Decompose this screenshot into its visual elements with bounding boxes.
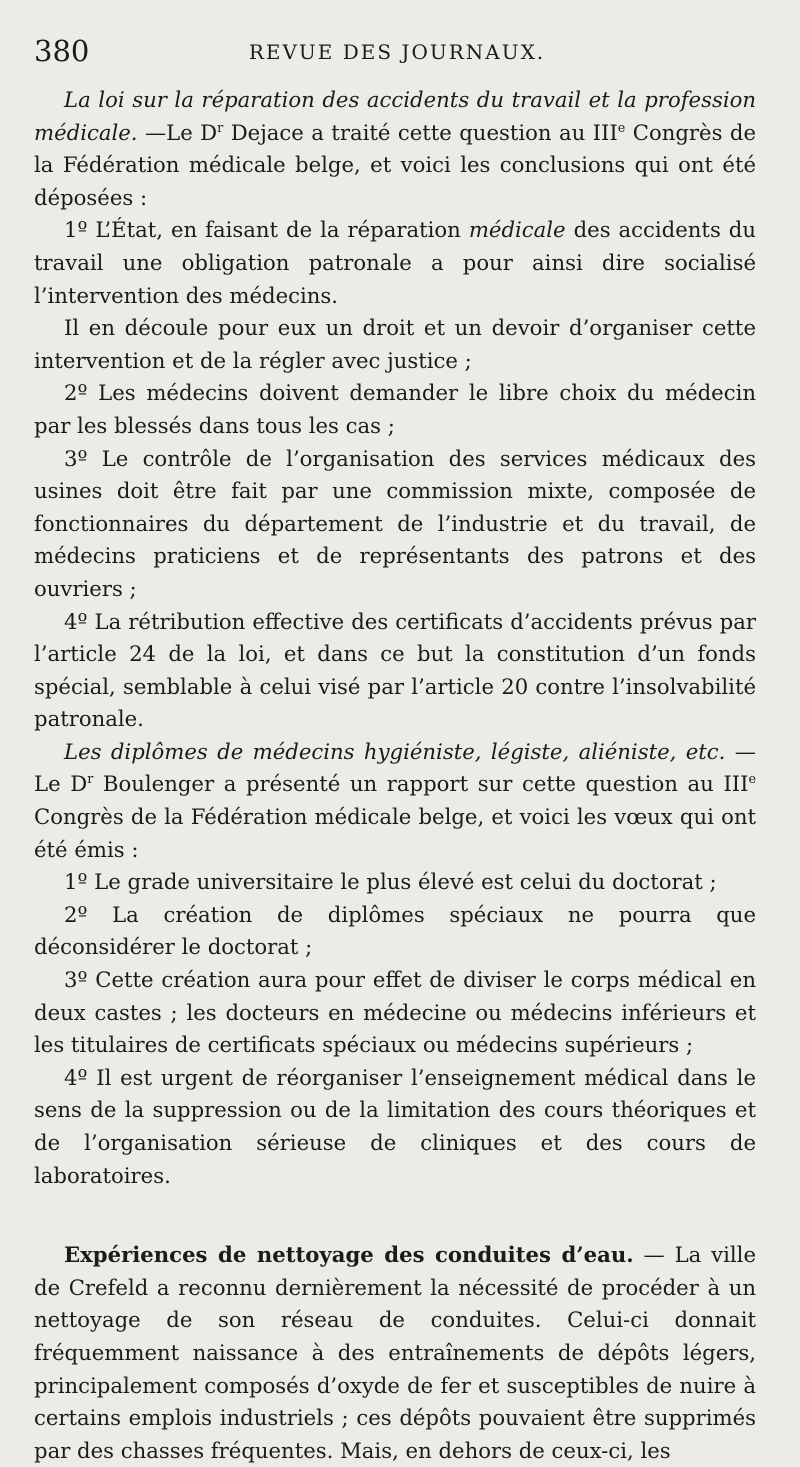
section1-item-1: [34, 214, 756, 312]
section-gap: [34, 1192, 756, 1239]
item-text: 1º L’État, en faisant de la réparation: [64, 217, 469, 243]
superscript: e: [617, 119, 626, 135]
section1-title: La loi sur la réparation des accidents du travail et la profession médicale.: [34, 87, 756, 145]
section1-item-3: 3º Le contrôle de l’organisation des services médicaux des usines doit être fait par une commission mixte, composée de fonctionnaires du département de l’industrie et du travail, de médecins praticiens et de représentants des patrons et des ouvriers ;: [34, 445, 756, 601]
section1-item-1-continued: Il en découle pour eux un droit et un devoir d’organiser cette intervention et de la régler avec justice ;: [34, 315, 756, 373]
superscript: r: [87, 771, 94, 787]
section1-item-4: 4º La rétribution effective des certificats d’accidents prévus par l’article 24 de la loi, et dans ce but la constitution d’un fonds spécial, semblable à celui visé par l’article 20 contre l’insolvabilité patronale.: [34, 608, 756, 732]
superscript: r: [217, 119, 224, 135]
section2-title: Les diplômes de médecins hygiéniste, légiste, aliéniste, etc.: [64, 738, 726, 764]
section3-paragraph: [34, 1239, 756, 1467]
section3-title: Expériences de nettoyage des conduites d’eau.: [64, 1242, 634, 1268]
item-text: des accidents du travail une obligation patronale a pour ainsi dire socialisé l’intervention des médecins.: [34, 217, 757, 308]
running-title: REVUE DES JOURNAUX.: [248, 40, 546, 64]
section2-intro-text-2: Boulenger a présenté un rapport sur cette question au III: [93, 771, 749, 797]
page-number: 380: [34, 34, 90, 68]
section2-item-3: 3º Cette création aura pour effet de diviser le corps médical en deux castes ; les docteurs en médecine ou médecins inférieurs et les titulaires de certificats spéciaux ou médecins supérieurs ;: [34, 967, 756, 1058]
section1-intro-text-2: Dejace a traité cette question au III: [223, 119, 618, 145]
section3-text: — La ville de Crefeld a reconnu dernièrement la nécessité de procéder à un nettoyage de son réseau de conduites. Celui-ci donnait fréquemment naissance à des entraînements de dépôts légers, principalement composés d’oxyde de fer et susceptibles de nuire à certains emplois industriels ; ces dépôts pouvaient être supprimés par des chasses fréquentes. Mais, en dehors de ceux-ci, les: [34, 1242, 756, 1463]
section1-item-2: 2º Les médecins doivent demander le libre choix du médecin par les blessés dans tous les cas ;: [34, 380, 756, 438]
section2-item-4: 4º Il est urgent de réorganiser l’enseignement médical dans le sens de la suppression ou de la limitation des cours théoriques et de l’organisation sérieuse de cliniques et des cours de laboratoires.: [34, 1064, 756, 1188]
section2-intro: [34, 736, 756, 866]
section2-intro-text-1: — Le D: [34, 738, 756, 797]
item-emphasis: médicale: [468, 217, 566, 243]
page-header: [34, 34, 760, 74]
section1-intro-text-1: —Le D: [137, 119, 218, 145]
section2-item-2: 2º La création de diplômes spéciaux ne pourra que déconsidérer le doctorat ;: [34, 901, 756, 960]
page-body: [34, 84, 756, 1467]
section2-item-1: 1º Le grade universitaire le plus élevé est celui du doctorat ;: [64, 869, 717, 895]
section1-intro: [34, 84, 756, 214]
superscript: e: [748, 771, 756, 787]
section2-intro-text-3: Congrès de la Fédération médicale belge, et voici les vœux qui ont été émis :: [34, 804, 756, 862]
section1-intro-text-3: Congrès de la Fédération médicale belge, et voici les conclusions qui ont été déposées :: [34, 119, 756, 210]
